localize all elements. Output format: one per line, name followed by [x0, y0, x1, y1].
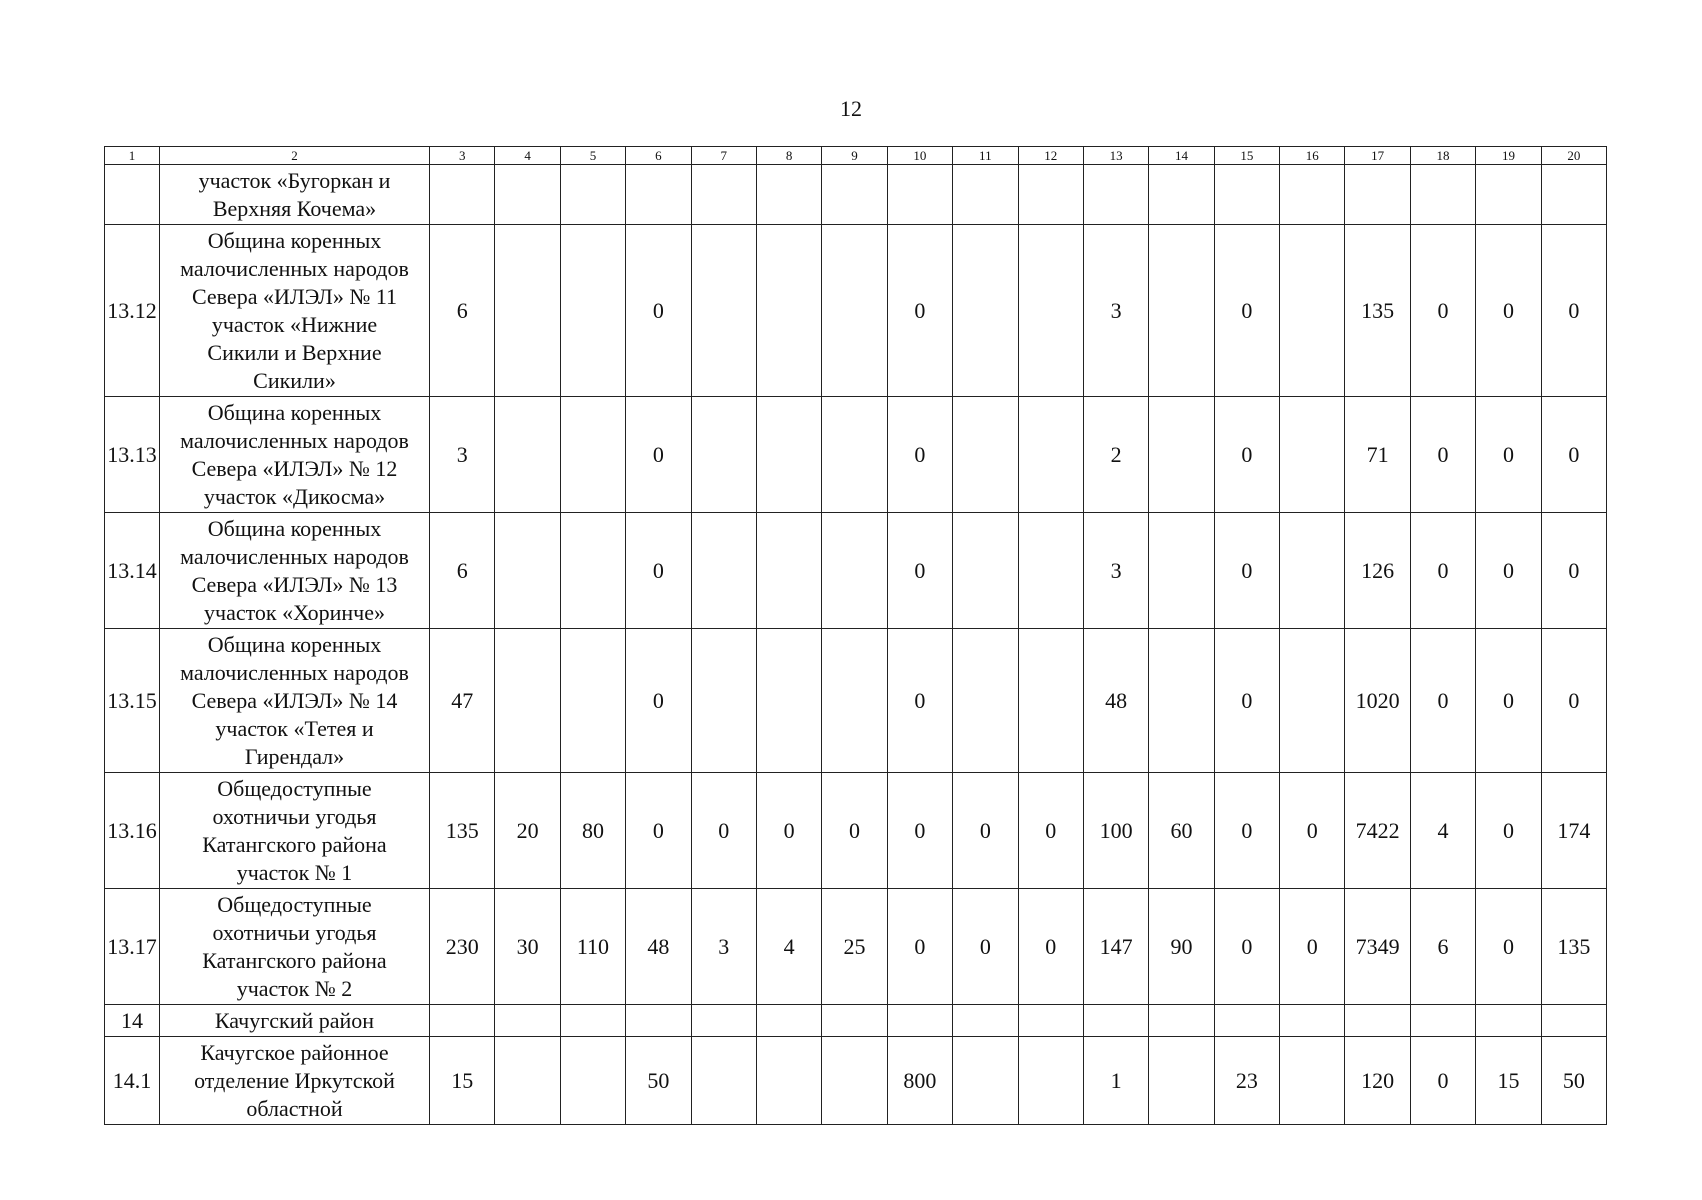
- page-number: 12: [840, 96, 862, 121]
- row-number: 13.12: [105, 225, 160, 397]
- cell-col-14: [1149, 397, 1214, 513]
- cell-col-5: 110: [560, 889, 625, 1005]
- cell-col-17: 1020: [1345, 629, 1410, 773]
- cell-col-12: [1018, 397, 1083, 513]
- cell-col-14: [1149, 513, 1214, 629]
- cell-col-12: [1018, 1005, 1083, 1037]
- cell-col-12: [1018, 165, 1083, 225]
- row-name: [160, 165, 430, 225]
- cell-col-20: [1541, 1005, 1606, 1037]
- cell-col-8: 4: [756, 889, 821, 1005]
- row-name-line: Община коренных: [207, 227, 382, 253]
- cell-col-16: 0: [1280, 889, 1345, 1005]
- cell-col-20: [1541, 165, 1606, 225]
- cell-col-9: [822, 225, 887, 397]
- cell-col-8: [756, 1005, 821, 1037]
- cell-col-20: 0: [1541, 225, 1606, 397]
- cell-col-19: [1476, 165, 1541, 225]
- column-number-9: 9: [822, 147, 887, 165]
- column-number-7: 7: [691, 147, 756, 165]
- cell-col-16: [1280, 1005, 1345, 1037]
- column-number-12: 12: [1018, 147, 1083, 165]
- cell-col-12: [1018, 513, 1083, 629]
- cell-col-5: [560, 225, 625, 397]
- row-name-line: Севера «ИЛЭЛ» № 13: [191, 571, 398, 597]
- column-number-6: 6: [626, 147, 691, 165]
- column-number-20: 20: [1541, 147, 1606, 165]
- row-number: 13.14: [105, 513, 160, 629]
- cell-col-6: 0: [626, 225, 691, 397]
- cell-col-19: 0: [1476, 629, 1541, 773]
- row-name: [160, 513, 430, 629]
- cell-col-7: [691, 513, 756, 629]
- cell-col-6: 0: [626, 773, 691, 889]
- cell-col-18: 0: [1410, 629, 1475, 773]
- cell-col-5: [560, 397, 625, 513]
- cell-col-19: 0: [1476, 889, 1541, 1005]
- cell-col-6: 0: [626, 397, 691, 513]
- row-name-line: участок «Нижние: [211, 311, 378, 337]
- cell-col-6: 0: [626, 629, 691, 773]
- cell-col-9: 25: [822, 889, 887, 1005]
- cell-col-5: [560, 513, 625, 629]
- cell-col-17: 7422: [1345, 773, 1410, 889]
- table-row: [105, 1037, 1607, 1125]
- row-name-line: Катангского района: [202, 947, 387, 973]
- cell-col-7: [691, 225, 756, 397]
- cell-col-6: [626, 165, 691, 225]
- cell-col-14: [1149, 1005, 1214, 1037]
- row-name: [160, 889, 430, 1005]
- row-number: 13.17: [105, 889, 160, 1005]
- cell-col-7: 0: [691, 773, 756, 889]
- row-name-line: Катангского района: [202, 831, 387, 857]
- column-number-8: 8: [756, 147, 821, 165]
- row-name-line: Сикили и Верхние: [207, 339, 382, 365]
- row-name-line: Севера «ИЛЭЛ» № 11: [191, 283, 398, 309]
- row-number: 13.16: [105, 773, 160, 889]
- cell-col-18: 0: [1410, 225, 1475, 397]
- cell-col-6: 50: [626, 1037, 691, 1125]
- cell-col-18: [1410, 1005, 1475, 1037]
- table-row: [105, 889, 1607, 1005]
- cell-col-18: 0: [1410, 397, 1475, 513]
- cell-col-11: [953, 1037, 1018, 1125]
- row-name-line: отделение Иркутской: [194, 1067, 395, 1093]
- cell-col-10: 800: [887, 1037, 952, 1125]
- row-name: [160, 397, 430, 513]
- cell-col-19: 0: [1476, 513, 1541, 629]
- cell-col-18: 0: [1410, 513, 1475, 629]
- cell-col-12: [1018, 225, 1083, 397]
- cell-col-20: 0: [1541, 397, 1606, 513]
- table-row: [105, 773, 1607, 889]
- cell-col-4: [495, 397, 560, 513]
- cell-col-5: [560, 1037, 625, 1125]
- cell-col-3: 15: [430, 1037, 495, 1125]
- cell-col-15: 0: [1214, 513, 1279, 629]
- cell-col-11: 0: [953, 889, 1018, 1005]
- cell-col-9: [822, 513, 887, 629]
- column-number-11: 11: [953, 147, 1018, 165]
- row-number: 14: [105, 1005, 160, 1037]
- cell-col-7: [691, 165, 756, 225]
- column-number-2: 2: [160, 147, 430, 165]
- row-number: 13.15: [105, 629, 160, 773]
- cell-col-17: [1345, 1005, 1410, 1037]
- cell-col-15: [1214, 165, 1279, 225]
- cell-col-3: [430, 1005, 495, 1037]
- column-number-row: [105, 147, 1607, 165]
- row-name-line: Качугское районное: [200, 1039, 389, 1065]
- cell-col-10: 0: [887, 397, 952, 513]
- cell-col-16: [1280, 397, 1345, 513]
- cell-col-16: 0: [1280, 773, 1345, 889]
- cell-col-4: [495, 513, 560, 629]
- cell-col-3: 3: [430, 397, 495, 513]
- row-number: 13.13: [105, 397, 160, 513]
- cell-col-4: [495, 225, 560, 397]
- cell-col-3: [430, 165, 495, 225]
- cell-col-9: [822, 629, 887, 773]
- column-number-13: 13: [1083, 147, 1148, 165]
- cell-col-12: 0: [1018, 773, 1083, 889]
- row-name-line: Общедоступные: [217, 891, 372, 917]
- cell-col-3: 6: [430, 513, 495, 629]
- cell-col-10: 0: [887, 889, 952, 1005]
- cell-col-4: [495, 165, 560, 225]
- cell-col-3: 135: [430, 773, 495, 889]
- cell-col-8: [756, 513, 821, 629]
- cell-col-4: [495, 1005, 560, 1037]
- cell-col-18: 6: [1410, 889, 1475, 1005]
- cell-col-7: [691, 629, 756, 773]
- cell-col-14: [1149, 629, 1214, 773]
- row-name-line: малочисленных народов: [180, 659, 409, 685]
- data-table: [104, 146, 1607, 1125]
- cell-col-15: 0: [1214, 889, 1279, 1005]
- row-name-line: участок «Хоринче»: [204, 599, 385, 625]
- table-row: [105, 165, 1607, 225]
- row-name-line: охотничьи угодья: [212, 803, 377, 829]
- cell-col-8: [756, 225, 821, 397]
- cell-col-13: 1: [1083, 1037, 1148, 1125]
- cell-col-13: 2: [1083, 397, 1148, 513]
- cell-col-8: [756, 397, 821, 513]
- row-name-line: Севера «ИЛЭЛ» № 14: [191, 687, 398, 713]
- cell-col-4: 20: [495, 773, 560, 889]
- cell-col-19: [1476, 1005, 1541, 1037]
- cell-col-17: 135: [1345, 225, 1410, 397]
- cell-col-10: 0: [887, 629, 952, 773]
- cell-col-20: 135: [1541, 889, 1606, 1005]
- cell-col-11: [953, 225, 1018, 397]
- cell-col-19: 0: [1476, 773, 1541, 889]
- cell-col-13: 3: [1083, 513, 1148, 629]
- cell-col-13: [1083, 1005, 1148, 1037]
- row-name-line: Общедоступные: [217, 775, 372, 801]
- cell-col-9: [822, 165, 887, 225]
- cell-col-15: 23: [1214, 1037, 1279, 1125]
- row-name-line: Община коренных: [207, 631, 382, 657]
- column-number-10: 10: [887, 147, 952, 165]
- column-number-17: 17: [1345, 147, 1410, 165]
- row-name-line: участок «Дикосма»: [203, 483, 386, 509]
- cell-col-16: [1280, 1037, 1345, 1125]
- cell-col-9: [822, 1037, 887, 1125]
- cell-col-20: 0: [1541, 629, 1606, 773]
- cell-col-11: [953, 165, 1018, 225]
- table-row: [105, 513, 1607, 629]
- row-name: [160, 1005, 430, 1037]
- row-name: [160, 225, 430, 397]
- cell-col-18: [1410, 165, 1475, 225]
- row-name-line: Гирендал»: [244, 743, 345, 769]
- cell-col-17: 126: [1345, 513, 1410, 629]
- cell-col-9: [822, 397, 887, 513]
- row-name-line: Верхняя Кочема»: [212, 195, 377, 221]
- cell-col-5: [560, 1005, 625, 1037]
- cell-col-19: 15: [1476, 1037, 1541, 1125]
- cell-col-11: [953, 1005, 1018, 1037]
- table-row: [105, 397, 1607, 513]
- cell-col-14: [1149, 225, 1214, 397]
- column-number-4: 4: [495, 147, 560, 165]
- cell-col-11: [953, 629, 1018, 773]
- cell-col-10: [887, 165, 952, 225]
- row-name-line: Община коренных: [207, 515, 382, 541]
- cell-col-8: [756, 165, 821, 225]
- row-name-line: Сикили»: [253, 367, 336, 393]
- row-name-line: малочисленных народов: [180, 427, 409, 453]
- row-name-line: участок № 2: [236, 975, 353, 1001]
- cell-col-7: [691, 1005, 756, 1037]
- cell-col-19: 0: [1476, 225, 1541, 397]
- cell-col-7: [691, 1037, 756, 1125]
- row-name-line: участок № 1: [236, 859, 353, 885]
- cell-col-15: 0: [1214, 773, 1279, 889]
- row-name-line: участок «Тетея и: [215, 715, 374, 741]
- cell-col-18: 4: [1410, 773, 1475, 889]
- row-name-line: Севера «ИЛЭЛ» № 12: [191, 455, 398, 481]
- cell-col-4: [495, 1037, 560, 1125]
- cell-col-13: [1083, 165, 1148, 225]
- cell-col-16: [1280, 225, 1345, 397]
- cell-col-11: [953, 513, 1018, 629]
- cell-col-3: 230: [430, 889, 495, 1005]
- cell-col-3: 6: [430, 225, 495, 397]
- column-number-14: 14: [1149, 147, 1214, 165]
- cell-col-15: 0: [1214, 397, 1279, 513]
- cell-col-5: 80: [560, 773, 625, 889]
- table-row: [105, 225, 1607, 397]
- cell-col-9: [822, 1005, 887, 1037]
- cell-col-12: [1018, 1037, 1083, 1125]
- cell-col-11: [953, 397, 1018, 513]
- row-name: [160, 773, 430, 889]
- cell-col-15: 0: [1214, 629, 1279, 773]
- cell-col-8: [756, 629, 821, 773]
- cell-col-14: [1149, 165, 1214, 225]
- cell-col-12: 0: [1018, 889, 1083, 1005]
- cell-col-20: 0: [1541, 513, 1606, 629]
- table-row: [105, 1005, 1607, 1037]
- cell-col-12: [1018, 629, 1083, 773]
- row-number: 14.1: [105, 1037, 160, 1125]
- row-name: [160, 629, 430, 773]
- cell-col-11: 0: [953, 773, 1018, 889]
- cell-col-17: 120: [1345, 1037, 1410, 1125]
- cell-col-4: 30: [495, 889, 560, 1005]
- cell-col-19: 0: [1476, 397, 1541, 513]
- column-number-3: 3: [430, 147, 495, 165]
- cell-col-18: 0: [1410, 1037, 1475, 1125]
- column-number-1: 1: [105, 147, 160, 165]
- cell-col-13: 147: [1083, 889, 1148, 1005]
- cell-col-8: 0: [756, 773, 821, 889]
- cell-col-16: [1280, 513, 1345, 629]
- row-name-line: Качугский район: [214, 1007, 375, 1033]
- column-number-19: 19: [1476, 147, 1541, 165]
- cell-col-5: [560, 165, 625, 225]
- cell-col-10: 0: [887, 513, 952, 629]
- cell-col-20: 50: [1541, 1037, 1606, 1125]
- cell-col-10: 0: [887, 225, 952, 397]
- cell-col-13: 48: [1083, 629, 1148, 773]
- cell-col-17: 71: [1345, 397, 1410, 513]
- column-number-18: 18: [1410, 147, 1475, 165]
- cell-col-15: 0: [1214, 225, 1279, 397]
- cell-col-14: [1149, 1037, 1214, 1125]
- cell-col-4: [495, 629, 560, 773]
- cell-col-13: 100: [1083, 773, 1148, 889]
- cell-col-7: [691, 397, 756, 513]
- cell-col-7: 3: [691, 889, 756, 1005]
- cell-col-8: [756, 1037, 821, 1125]
- cell-col-6: 48: [626, 889, 691, 1005]
- row-name-line: малочисленных народов: [180, 543, 409, 569]
- column-number-16: 16: [1280, 147, 1345, 165]
- table-row: [105, 629, 1607, 773]
- row-name: [160, 1037, 430, 1125]
- cell-col-6: [626, 1005, 691, 1037]
- cell-col-16: [1280, 629, 1345, 773]
- cell-col-16: [1280, 165, 1345, 225]
- column-number-15: 15: [1214, 147, 1279, 165]
- cell-col-10: [887, 1005, 952, 1037]
- column-number-5: 5: [560, 147, 625, 165]
- cell-col-17: [1345, 165, 1410, 225]
- cell-col-14: 60: [1149, 773, 1214, 889]
- cell-col-5: [560, 629, 625, 773]
- row-number: [105, 165, 160, 225]
- row-name-line: участок «Бугоркан и: [198, 167, 391, 193]
- cell-col-10: 0: [887, 773, 952, 889]
- cell-col-6: 0: [626, 513, 691, 629]
- cell-col-20: 174: [1541, 773, 1606, 889]
- row-name-line: областной: [246, 1095, 343, 1121]
- cell-col-17: 7349: [1345, 889, 1410, 1005]
- cell-col-15: [1214, 1005, 1279, 1037]
- cell-col-3: 47: [430, 629, 495, 773]
- cell-col-13: 3: [1083, 225, 1148, 397]
- cell-col-9: 0: [822, 773, 887, 889]
- row-name-line: Община коренных: [207, 399, 382, 425]
- cell-col-14: 90: [1149, 889, 1214, 1005]
- row-name-line: охотничьи угодья: [212, 919, 377, 945]
- row-name-line: малочисленных народов: [180, 255, 409, 281]
